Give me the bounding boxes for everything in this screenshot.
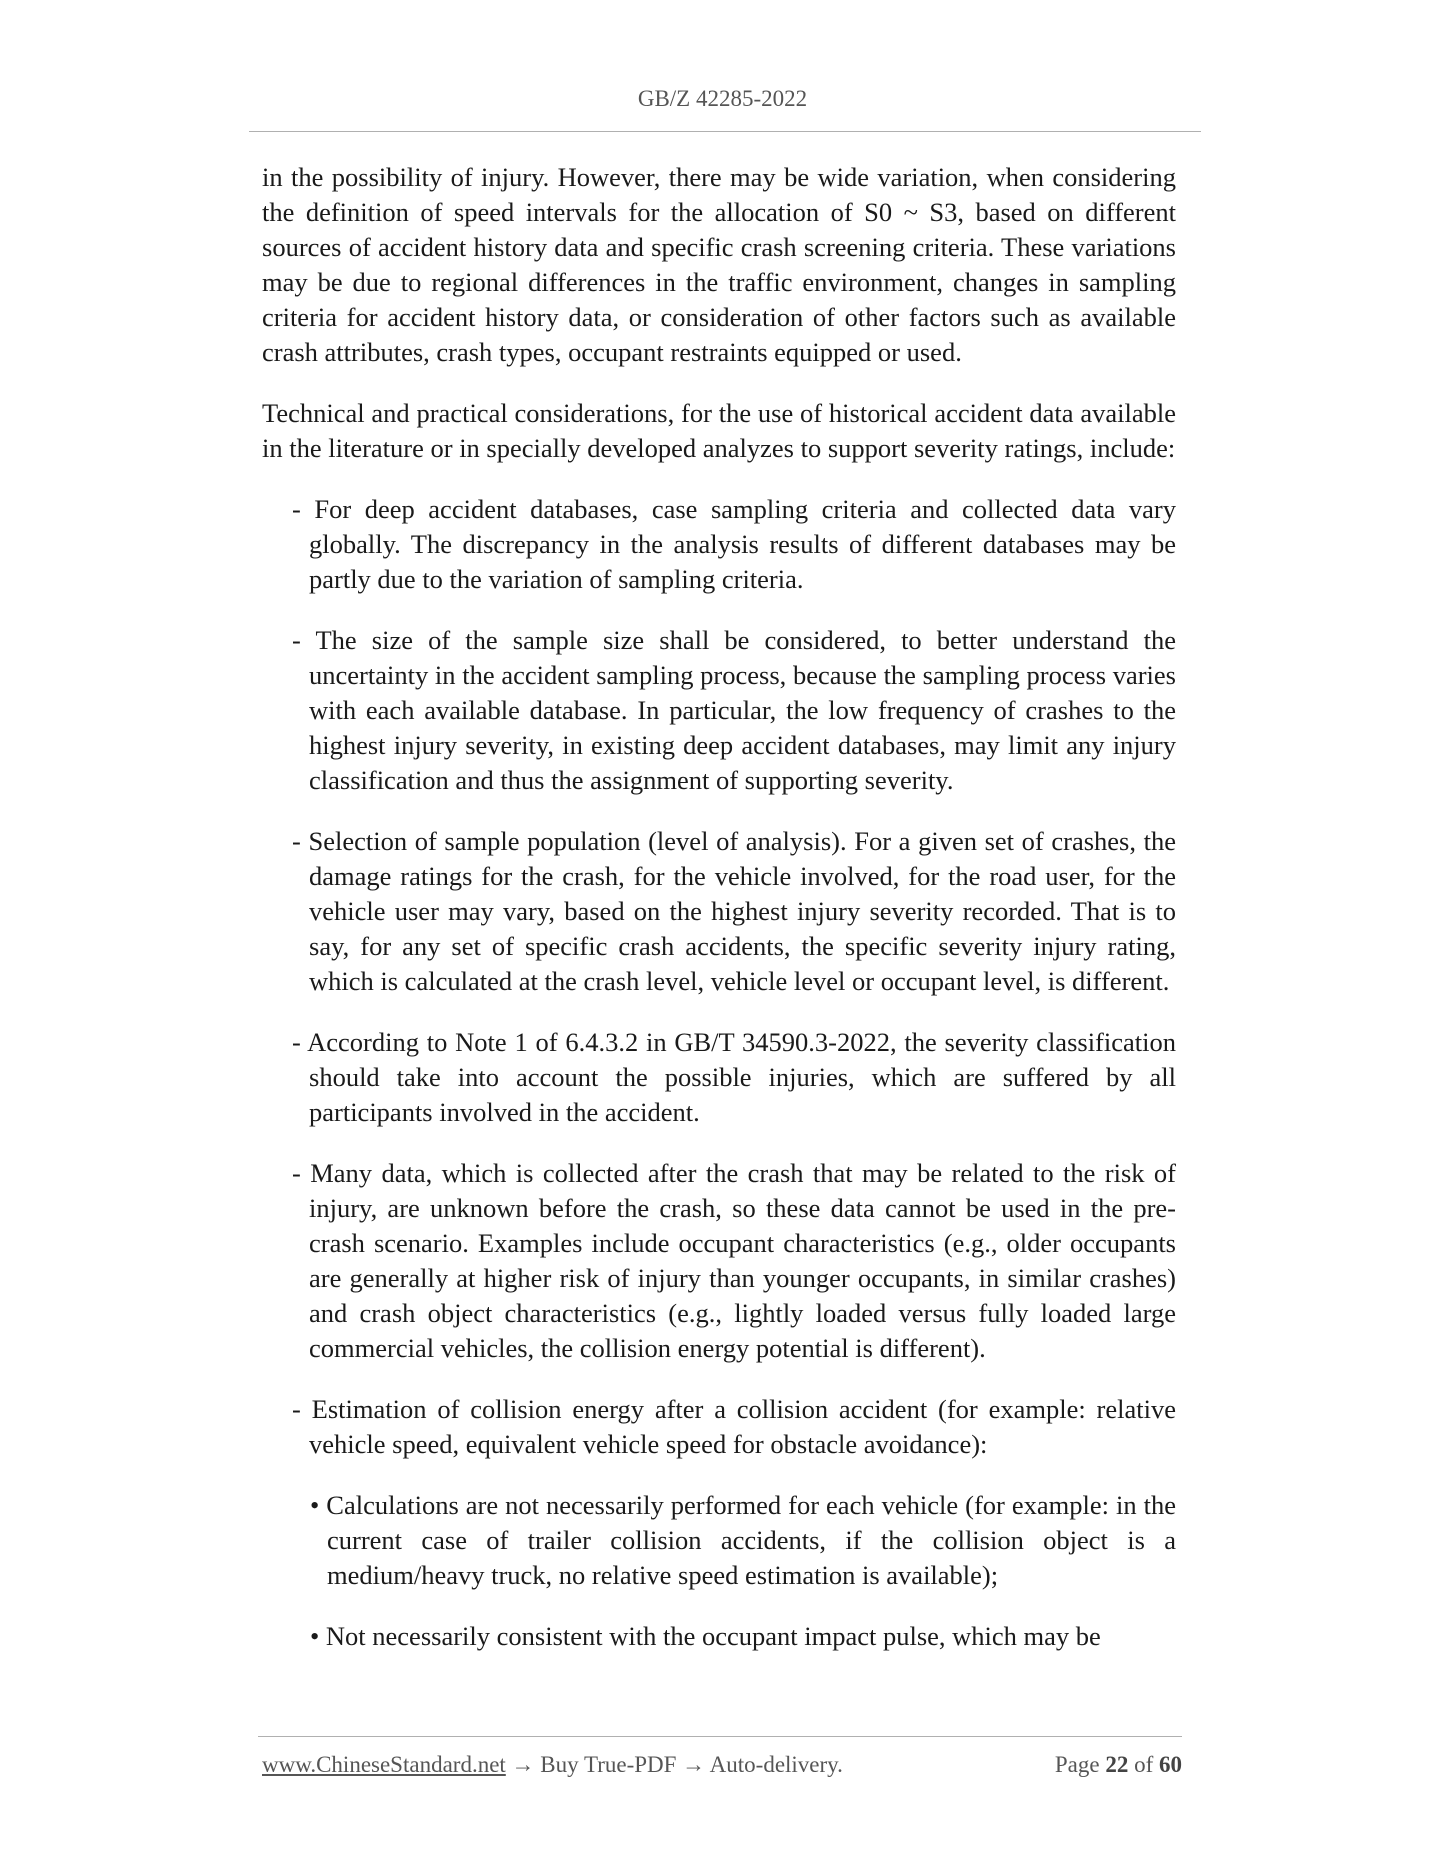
page-counter [1055, 1752, 1182, 1778]
list-item-note-reference: - According to Note 1 of 6.4.3.2 in GB/T 34590.3-2022, the severity classification should take into account the possible injuries, which are suffered by all participants involved in the accident. [292, 1027, 1176, 1127]
list-item-collision-energy: - Estimation of collision energy after a collision accident (for example: relative vehicle speed, equivalent vehicle speed for obstacle avoidance): [292, 1394, 1176, 1459]
paragraph-continuation: in the possibility of injury. However, there may be wide variation, when considering the definition of speed intervals for the allocation of S0 ~ S3, based on different sources of accident history data and specific crash screening criteria. These variations may be due to regional differences in the traffic environment, changes in sampling criteria for accident history data, or consideration of other factors such as available crash attributes, crash types, occupant restraints equipped or used. [262, 162, 1176, 367]
list-item-sample-size: - The size of the sample size shall be considered, to better understand the uncertainty in the accident sampling process, because the sampling process varies with each available database. In particular, the low frequency of crashes to the highest injury severity, in existing deep accident databases, may limit any injury classification and thus the assignment of supporting severity. [292, 625, 1176, 795]
footer-promo-text: → Buy True-PDF → Auto-delivery. [505, 1752, 843, 1777]
footer-promo [262, 1752, 843, 1778]
document-body [262, 160, 1176, 1680]
page-label: Page [1054, 1752, 1106, 1777]
total-pages-number: 60 [1159, 1752, 1182, 1777]
current-page-number: 22 [1105, 1752, 1129, 1777]
sub-list-item-calculations: • Calculations are not necessarily performed for each vehicle (for example: in the current case of trailer collision accidents, if the collision object is a medium/heavy truck, no relative speed estimation is available); [310, 1490, 1176, 1590]
paragraph-considerations-intro: Technical and practical considerations, for the use of historical accident data available in the literature or in specially developed analyzes to support severity ratings, include: [262, 398, 1176, 463]
page-of-label: of [1128, 1752, 1159, 1777]
list-item-deep-databases: - For deep accident databases, case sampling criteria and collected data vary globally. The discrepancy in the analysis results of different databases may be partly due to the variation of sampling criteria. [292, 494, 1176, 594]
header-divider [249, 131, 1201, 132]
sub-list-item-impact-pulse: • Not necessarily consistent with the occupant impact pulse, which may be [310, 1621, 1101, 1651]
list-item-sample-population: - Selection of sample population (level of analysis). For a given set of crashes, the damage ratings for the crash, for the vehicle involved, for the road user, for the vehicle user may vary, based on the highest injury severity recorded. That is to say, for any set of specific crash accidents, the specific severity injury rating, which is calculated at the crash level, vehicle level or occupant level, is different. [292, 826, 1176, 996]
list-item-post-crash-data: - Many data, which is collected after the crash that may be related to the risk of injury, are unknown before the crash, so these data cannot be used in the pre-crash scenario. Examples include occupant characteristics (e.g., older occupants are generally at higher risk of injury than younger occupants, in similar crashes) and crash object characteristics (e.g., lightly loaded versus fully loaded large commercial vehicles, the collision energy potential is different). [292, 1158, 1176, 1363]
website-link[interactable]: www.ChineseStandard.net [262, 1752, 506, 1777]
footer-divider [258, 1736, 1182, 1737]
page-header-title: GB/Z 42285-2022 [637, 86, 808, 111]
